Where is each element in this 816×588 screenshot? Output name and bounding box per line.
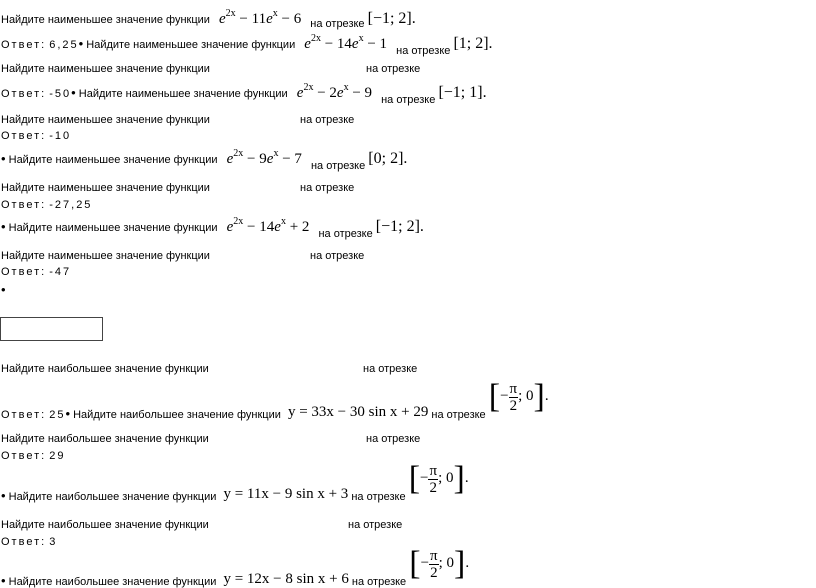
segment-label: на отрезке xyxy=(310,18,365,30)
task-text: Найдите наибольшее значение функции xyxy=(1,433,209,445)
bullet-icon: • xyxy=(1,151,6,166)
function-formula: $e^{2x} - 11e^x - 6$ xyxy=(219,8,302,27)
bullet-line xyxy=(1,282,6,297)
answer-label: Ответ: xyxy=(1,536,47,548)
task-text: Найдите наименьшее значение функции xyxy=(86,39,296,51)
task-text: Найдите наибольшее значение функции xyxy=(8,575,217,588)
answer-1-line xyxy=(1,33,493,57)
task-1-line xyxy=(1,8,416,28)
segment-interval: [1; 2]. xyxy=(453,35,493,52)
task-text: Найдите наибольшее значение функции xyxy=(8,490,217,503)
answer-value: -47 xyxy=(49,266,72,278)
segment-label: на отрезке xyxy=(431,408,486,421)
task-text: Найдите наименьшее значение функции xyxy=(1,14,210,26)
segment-label: на отрезке xyxy=(318,228,373,240)
answer-value: -27,25 xyxy=(49,199,93,211)
bullet-icon: • xyxy=(1,219,6,234)
task-4-line xyxy=(1,148,408,172)
task-8-line xyxy=(1,460,469,503)
task-text: Найдите наименьшее значение функции xyxy=(1,114,210,126)
task-text: Найдите наименьшее значение функции xyxy=(1,250,210,262)
segment-label: на отрезке xyxy=(310,250,365,262)
answer-value: 29 xyxy=(49,450,66,462)
function-formula: $e^{2x} - 9e^x - 7$ xyxy=(226,148,302,167)
answer-label: Ответ: xyxy=(1,130,47,142)
segment-label: на отрезке xyxy=(300,182,355,194)
segment-interval: [−1; 2]. xyxy=(367,10,416,27)
segment-label: на отрезке xyxy=(351,575,407,588)
answer-label: Ответ: xyxy=(1,408,47,421)
segment-label: на отрезке xyxy=(381,94,436,106)
answer-7-line xyxy=(1,450,65,462)
answer-5-line xyxy=(1,266,71,278)
answer-value: -10 xyxy=(49,130,72,142)
bullet-icon: • xyxy=(1,487,6,503)
segment-label: на отрезке xyxy=(396,45,451,57)
task-text: Найдите наименьшее значение функции xyxy=(1,182,210,194)
answer-label: Ответ: xyxy=(1,199,47,211)
task-text: Найдите наименьшее значение функции xyxy=(8,154,218,166)
segment-label: на отрезке xyxy=(310,160,366,172)
answer-value: 6,25 xyxy=(49,39,79,51)
answer-3-line xyxy=(1,130,71,142)
answer-label: Ответ: xyxy=(1,450,47,462)
answer-value: 25 xyxy=(49,408,66,421)
function-formula: $e^{2x} - 14e^x - 1$ xyxy=(304,33,388,52)
segment-label: на отрезке xyxy=(351,490,406,503)
bullet-icon: • xyxy=(1,572,6,588)
answer-value: -50 xyxy=(49,88,72,100)
task-text: Найдите наименьшее значение функции xyxy=(1,63,210,75)
segment-interval: [−1; 1]. xyxy=(438,84,487,101)
answer-value: 3 xyxy=(49,536,58,548)
answer-6-line xyxy=(1,378,549,421)
function-formula: $e^{2x} - 14e^x + 2$ xyxy=(226,216,310,235)
function-formula: $e^{2x} - 2e^x - 9$ xyxy=(296,82,373,101)
task-text: Найдите наименьшее значение функции xyxy=(8,222,218,234)
segment-interval: [−1; 2]. xyxy=(375,218,424,235)
pi-interval: [− $\frac{\pi}{2}$ ; 0]. xyxy=(488,378,549,415)
function-formula: y = 33x − 30 sin x + 29 xyxy=(287,403,429,420)
answer-label: Ответ: xyxy=(1,266,47,278)
task-text: Найдите наименьшее значение функции xyxy=(78,88,288,100)
answer-2-line xyxy=(1,82,487,106)
pi-interval: [− $\frac{\pi}{2}$ ; 0]. xyxy=(409,545,470,582)
function-formula: y = 11x − 9 sin x + 3 xyxy=(223,485,349,502)
answer-label: Ответ: xyxy=(1,88,47,100)
task-9-line xyxy=(1,545,470,588)
task-text: Найдите наибольшее значение функции xyxy=(1,363,209,375)
segment-label: на отрезке xyxy=(300,114,355,126)
segment-label: на отрезке xyxy=(348,519,403,531)
task-text: Найдите наибольшее значение функции xyxy=(1,519,209,531)
empty-frame-box xyxy=(0,317,103,341)
task-line xyxy=(1,63,210,75)
function-formula: y = 12x − 8 sin x + 6 xyxy=(223,570,349,587)
answer-label: Ответ: xyxy=(1,39,47,51)
segment-label: на отрезке xyxy=(366,433,421,445)
answer-4-line xyxy=(1,199,92,211)
segment-label: на отрезке xyxy=(366,63,421,75)
bullet-icon: • xyxy=(71,85,76,100)
pi-interval: [− $\frac{\pi}{2}$ ; 0]. xyxy=(408,460,469,497)
segment-label: на отрезке xyxy=(363,363,418,375)
task-text: Найдите наибольшее значение функции xyxy=(73,408,281,421)
bullet-icon: • xyxy=(1,282,6,297)
bullet-icon: • xyxy=(65,405,71,421)
task-5-line xyxy=(1,216,424,240)
bullet-icon: • xyxy=(78,36,84,51)
segment-interval: [0; 2]. xyxy=(368,150,408,167)
